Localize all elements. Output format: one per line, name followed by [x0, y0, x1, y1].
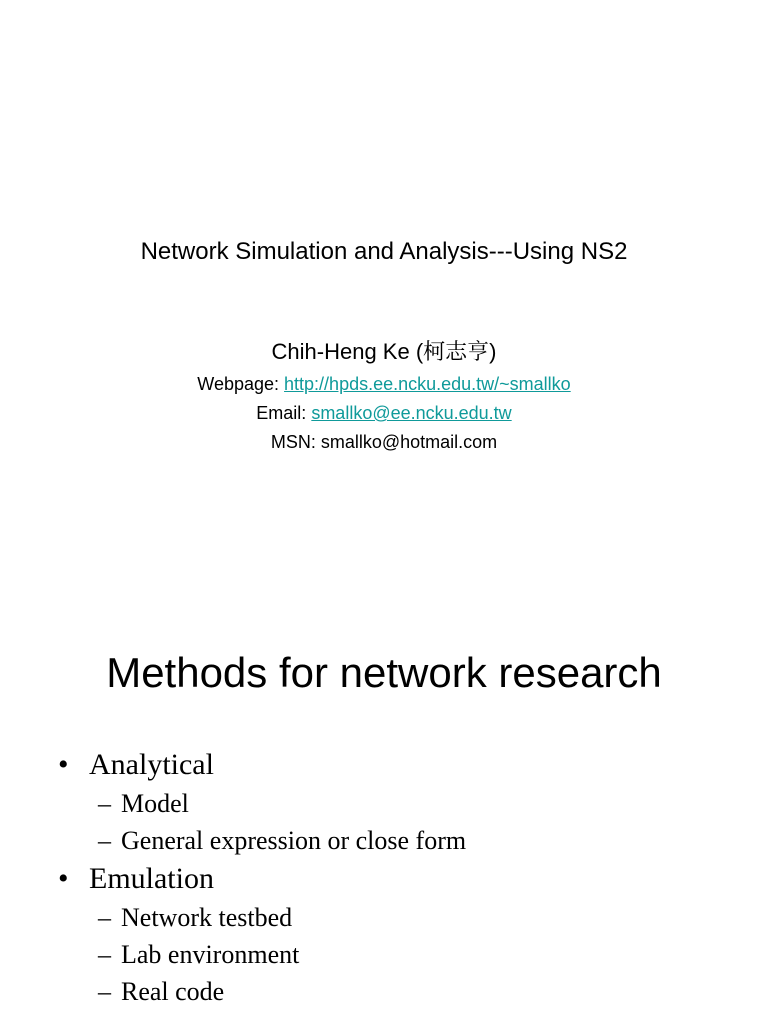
email-link[interactable]: smallko@ee.ncku.edu.tw — [311, 403, 512, 423]
bullet-label: Emulation — [89, 862, 214, 895]
sub-bullet-mark: – — [98, 903, 111, 932]
sub-bullet-item — [58, 785, 466, 822]
bullet-mark: • — [58, 862, 69, 895]
slide-heading: Methods for network research — [106, 649, 662, 696]
webpage-label: Webpage: — [197, 374, 285, 394]
email-label: Email: — [256, 403, 312, 423]
sub-bullet-mark: – — [98, 826, 111, 855]
sub-bullet-label: General expression or close form — [121, 826, 467, 855]
sub-bullet-label: Real code — [121, 977, 225, 1006]
bullet-mark: • — [58, 748, 69, 781]
sub-bullet-label: Network testbed — [121, 903, 293, 932]
sub-bullet-item — [58, 822, 466, 859]
bullet-list — [58, 745, 466, 1010]
email-line — [0, 401, 768, 425]
sub-bullet-label: Lab environment — [121, 940, 300, 969]
bullet-item — [58, 859, 466, 899]
bullet-label: Analytical — [89, 748, 214, 781]
author-name: Chih-Heng Ke (柯志亨) — [271, 339, 497, 364]
sub-bullet-item — [58, 936, 466, 973]
sub-bullet-mark: – — [98, 977, 111, 1006]
sub-bullet-label: Model — [121, 789, 189, 818]
bullet-item — [58, 745, 466, 785]
webpage-line — [0, 372, 768, 396]
msn-line: MSN: smallko@hotmail.com — [270, 432, 498, 452]
webpage-link[interactable]: http://hpds.ee.ncku.edu.tw/~smallko — [284, 374, 571, 394]
sub-bullet-mark: – — [98, 940, 111, 969]
sub-bullet-item — [58, 973, 466, 1010]
slide-methods — [0, 600, 768, 1024]
presentation-title: Network Simulation and Analysis---Using NS2 — [140, 238, 628, 265]
sub-bullet-mark: – — [98, 789, 111, 818]
sub-bullet-item — [58, 899, 466, 936]
